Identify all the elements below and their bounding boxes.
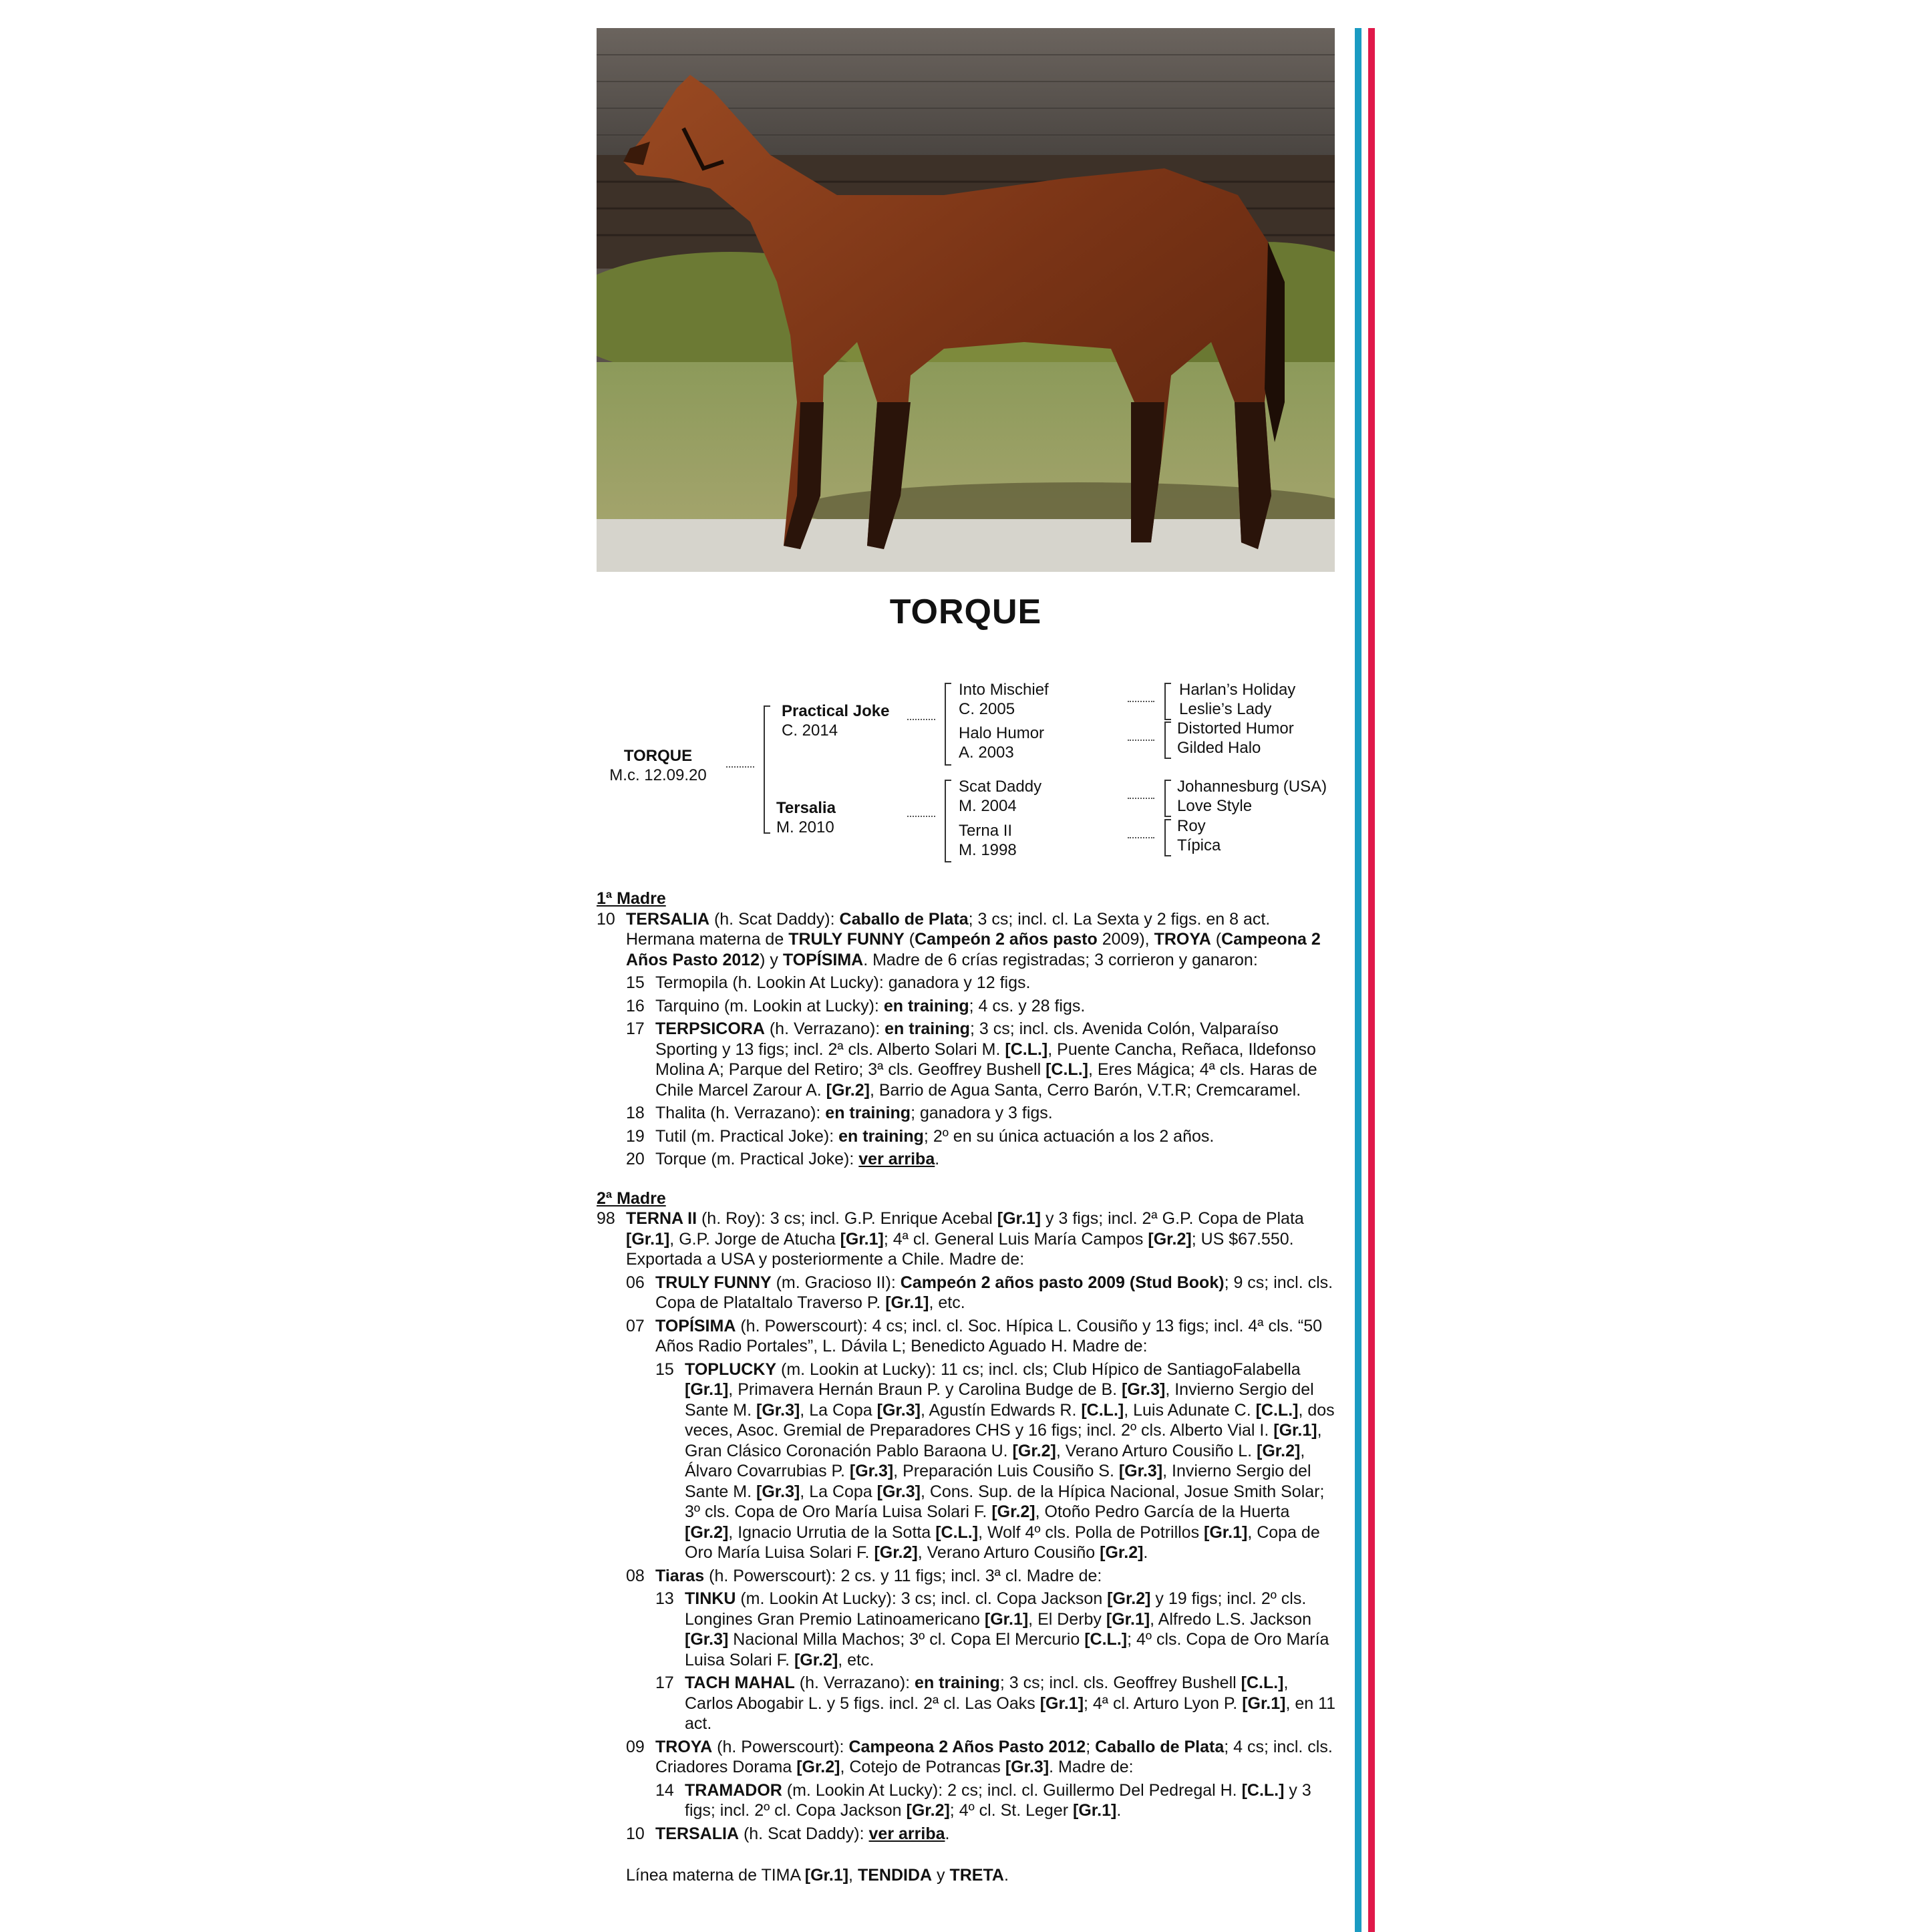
produce-entry [597, 1737, 1338, 1778]
entry-text: Thalita (h. Verrazano): [655, 1104, 826, 1122]
produce-record [597, 889, 1338, 1886]
emphasis-text: [C.L.] [1084, 1630, 1128, 1649]
year-number: 07 [626, 1316, 645, 1335]
emphasis-text: [Gr.3] [876, 1400, 921, 1420]
entry-text: y 3 figs; incl. 2ª G.P. Copa de Plata [1041, 1209, 1304, 1228]
emphasis-text: [Gr.1] [685, 1380, 729, 1399]
emphasis-text: [Gr.1] [1242, 1694, 1286, 1713]
produce-entry [597, 1566, 1338, 1587]
produce-entry [597, 1316, 1338, 1357]
dd-info: M. 1998 [959, 841, 1017, 859]
entry-body [655, 1273, 1338, 1313]
entry-text: , Ignacio Urrutia de la Sotta [728, 1522, 936, 1542]
emphasis-text: TINKU [685, 1589, 736, 1608]
entry-text: , Barrio de Agua Santa, Cerro Barón, V.T.R; Cremcaramel. [869, 1080, 1301, 1100]
entry-body [655, 1737, 1338, 1778]
emphasis-text: [Gr.3] [876, 1482, 921, 1501]
entry-text: , Cotejo de Potrancas [840, 1758, 1005, 1776]
entry-text: (m. Lookin At Lucky): 3 cs; incl. cl. Copa Jackson [736, 1589, 1108, 1608]
dam-dam-entry [959, 821, 1017, 860]
entry-text: ; 3 cs; incl. cls. Geoffrey Bushell [999, 1673, 1241, 1692]
emphasis-text: en training [825, 1104, 911, 1122]
emphasis-text: [Gr.3] [756, 1400, 800, 1420]
entry-body [655, 996, 1338, 1017]
entry-text: ; 4º cls. Copa de Oro María Luisa Solari F. [685, 1630, 1329, 1669]
entry-text: ; 4ª cl. Arturo Lyon P. [1084, 1694, 1243, 1713]
produce-entry [597, 1359, 1338, 1563]
second-dam-heading: 2ª Madre [597, 1188, 666, 1208]
entry-text: , etc. [838, 1650, 874, 1669]
emphasis-text: en training [884, 1019, 970, 1038]
emphasis-text: TRAMADOR [685, 1780, 782, 1800]
entry-body [685, 1780, 1338, 1821]
dss-name: Johannesburg (USA) [1177, 778, 1327, 796]
bracket [1164, 721, 1171, 759]
emphasis-text: [Gr.1] [1273, 1421, 1317, 1440]
entry-text: ; 2º en su única actuación a los 2 años. [923, 1126, 1215, 1146]
entry-text: ; 4 cs; incl. cls. Criadores Dorama [655, 1737, 1333, 1776]
produce-entry [597, 1673, 1338, 1734]
emphasis-text: en training [915, 1673, 1000, 1692]
bracket [945, 683, 951, 766]
entry-text: , Carlos Abogabir L. y 5 figs. incl. 2ª cl. Las Oaks [685, 1673, 1289, 1713]
entry-text: ; 4ª cl. General Luis María Campos [883, 1229, 1148, 1249]
emphasis-text: [C.L.] [1081, 1400, 1124, 1420]
year-number: 19 [626, 1126, 645, 1146]
entry-body [626, 1209, 1338, 1270]
entry-text: , Verano Arturo Cousiño L. [1056, 1441, 1257, 1460]
entry-text: , en 11 act. [685, 1694, 1336, 1733]
connector [726, 766, 754, 768]
emphasis-text: [Gr.2] [991, 1502, 1035, 1521]
dam-entry [776, 798, 836, 837]
bracket [1164, 780, 1171, 817]
entry-text: y [932, 1866, 950, 1885]
subject-name: TORQUE [623, 747, 693, 765]
produce-entry [597, 973, 1338, 993]
emphasis-text: [Gr.2] [794, 1650, 838, 1669]
dam-sire-entry [959, 777, 1041, 816]
produce-entry [597, 1103, 1338, 1124]
entry-text: , La Copa [800, 1482, 877, 1501]
emphasis-text: [Gr.1] [626, 1229, 670, 1249]
emphasis-text: en training [838, 1126, 924, 1146]
emphasis-text: TERPSICORA [655, 1019, 765, 1038]
bracket [1164, 683, 1171, 720]
emphasis-text: [Gr.2] [685, 1522, 729, 1542]
entry-body [655, 1316, 1338, 1357]
year-number: 08 [626, 1566, 645, 1585]
first-dam-heading: 1ª Madre [597, 889, 666, 908]
horse-title: TORQUE [889, 593, 1042, 631]
entry-text: . Madre de: [1049, 1758, 1134, 1776]
entry-text: , Otoño Pedro García de la Huerta [1035, 1502, 1290, 1521]
entry-text: . [1116, 1801, 1122, 1820]
second-dam-produce-list [597, 1273, 1338, 1844]
entry-body [685, 1359, 1338, 1563]
entry-text: , Luis Adunate C. [1124, 1400, 1256, 1420]
entry-text: (h. Powerscourt): 4 cs; incl. cl. Soc. Hípica L. Cousiño y 13 figs; incl. 4ª cls. “50 Años Radio Portales”, L. Dávila L; Benedicto Aguado H. Madre de: [655, 1316, 1323, 1355]
entry-text: ; 9 cs; incl. cls. Copa de PlataItalo Traverso P. [655, 1273, 1333, 1312]
entry-text: Torque (m. Practical Joke): [655, 1150, 859, 1168]
produce-entry [597, 1149, 1338, 1170]
entry-body [655, 1566, 1338, 1587]
year-number: 17 [626, 1019, 645, 1038]
year-number: 10 [597, 909, 615, 929]
year-number: 20 [626, 1150, 645, 1168]
horse-photo [597, 28, 1335, 572]
ss-info: C. 2005 [959, 700, 1015, 718]
entry-text: , Álvaro Covarrubias P. [685, 1441, 1305, 1480]
entry-text: , etc. [929, 1293, 965, 1312]
year-number: 10 [626, 1824, 645, 1843]
emphasis-text: [Gr.1] [984, 1609, 1029, 1629]
sire-entry [782, 701, 889, 740]
entry-text: , El Derby [1028, 1609, 1106, 1629]
sire-sire-entry [959, 680, 1049, 719]
emphasis-text: TOPLUCKY [685, 1359, 777, 1379]
produce-entry [597, 1824, 1338, 1844]
entry-text: , Wolf 4º cls. Polla de Potrillos [978, 1522, 1204, 1542]
emphasis-text: [Gr.1] [1106, 1609, 1150, 1629]
entry-text: , Primavera Hernán Braun P. y Carolina Budge de B. [728, 1380, 1122, 1399]
ds-name: Scat Daddy [959, 778, 1042, 796]
emphasis-text: [Gr.2] [1257, 1441, 1301, 1460]
connector [907, 816, 935, 817]
entry-text: (h. Powerscourt): [712, 1737, 849, 1756]
ancestor-pair [1177, 816, 1221, 855]
entry-text: Línea materna de TIMA [626, 1866, 805, 1885]
emphasis-text: [Gr.2] [796, 1758, 840, 1776]
emphasis-text: [Gr.3] [1005, 1758, 1050, 1776]
dds-name: Roy [1177, 817, 1206, 835]
connector [907, 719, 935, 720]
entry-body [655, 1149, 1338, 1170]
sdd-name: Gilded Halo [1177, 739, 1261, 757]
cross-reference-link: ver arriba [868, 1824, 945, 1843]
entry-text: y 19 figs; incl. 2º cls. Longines Gran Premio Latinoamericano [685, 1589, 1307, 1629]
year-number: 13 [655, 1589, 674, 1608]
emphasis-text: [C.L.] [1255, 1400, 1299, 1420]
entry-text: ( [904, 930, 915, 949]
sire-name: Practical Joke [782, 702, 890, 720]
emphasis-text: [Gr.3] [1122, 1380, 1166, 1399]
entry-text: , Alfredo L.S. Jackson [1150, 1609, 1311, 1629]
entry-text: (h. Roy): 3 cs; incl. G.P. Enrique Acebal [697, 1209, 997, 1228]
dam-name: Tersalia [776, 799, 836, 817]
dsd-name: Love Style [1177, 797, 1253, 815]
emphasis-text: TRULY FUNNY [788, 930, 905, 949]
entry-text: 2009), [1097, 930, 1154, 949]
emphasis-text: TERSALIA [626, 909, 709, 929]
entry-text: Nacional Milla Machos; 3º cl. Copa El Mercurio [728, 1630, 1085, 1649]
emphasis-text: TRETA [949, 1866, 1004, 1885]
connector [1128, 701, 1154, 702]
entry-text: (m. Lookin at Lucky): 11 cs; incl. cls; Club Hípico de SantiagoFalabella [776, 1359, 1301, 1379]
produce-entry [597, 1780, 1338, 1821]
year-number: 15 [626, 973, 645, 992]
emphasis-text: Campeón 2 años pasto 2009 (Stud Book) [900, 1273, 1225, 1292]
year-number: 18 [626, 1104, 645, 1122]
emphasis-text: [C.L.] [1005, 1039, 1048, 1059]
produce-entry [597, 1019, 1338, 1100]
sss-name: Harlan’s Holiday [1179, 681, 1296, 699]
entry-body [655, 1126, 1338, 1147]
ancestor-pair [1177, 719, 1294, 758]
entry-text: y 3 figs; incl. 2º cl. Copa Jackson [685, 1780, 1311, 1820]
entry-text: , dos veces, Asoc. Gremial de Preparadores CHS y 16 figs; incl. 2º cls. Alberto Vial I. [685, 1400, 1335, 1440]
connector [1128, 798, 1154, 799]
produce-entry [597, 1589, 1338, 1670]
emphasis-text: [Gr.1] [804, 1866, 849, 1885]
emphasis-text: [Gr.2] [1100, 1543, 1144, 1562]
entry-text: , Cons. Sup. de la Hípica Nacional, Josue Smith Solar; 3º cls. Copa de Oro María Luisa Solari F. [685, 1482, 1325, 1521]
emphasis-text: TERNA II [626, 1209, 697, 1228]
emphasis-text: [Gr.3] [756, 1482, 800, 1501]
emphasis-text: TOPÍSIMA [655, 1316, 736, 1335]
entry-text: (m. Gracioso II): [771, 1273, 901, 1292]
emphasis-text: [Gr.1] [840, 1229, 884, 1249]
sd-name: Halo Humor [959, 724, 1045, 742]
ddd-name: Típica [1177, 836, 1221, 854]
year-number: 16 [626, 996, 645, 1015]
produce-entry [597, 1273, 1338, 1313]
entry-text: , [848, 1866, 858, 1885]
entry-text: , Gran Clásico Coronación Pablo Baraona U. [685, 1421, 1322, 1460]
connector [1128, 740, 1154, 741]
ss-name: Into Mischief [959, 681, 1049, 699]
entry-body [685, 1589, 1338, 1670]
entry-text: ) y [760, 950, 783, 969]
emphasis-text: Tiaras [655, 1566, 705, 1585]
second-dam-section [597, 1188, 1338, 1886]
produce-entry [597, 1126, 1338, 1147]
entry-text: ; 4º cl. St. Leger [949, 1801, 1074, 1820]
emphasis-text: [Gr.2] [874, 1543, 918, 1562]
bracket [764, 705, 770, 834]
year-number: 09 [626, 1737, 645, 1756]
entry-text: , Invierno Sergio del Sante M. [685, 1380, 1314, 1420]
emphasis-text: [C.L.] [1241, 1780, 1285, 1800]
year-number: 06 [626, 1273, 645, 1292]
entry-text: Tutil (m. Practical Joke): [655, 1126, 839, 1146]
entry-body [655, 1103, 1338, 1124]
emphasis-text: TROYA [655, 1737, 713, 1756]
entry-text: (m. Lookin At Lucky): 2 cs; incl. cl. Guillermo Del Pedregal H. [782, 1780, 1242, 1800]
emphasis-text: Campeona 2 Años Pasto 2012 [626, 930, 1321, 969]
emphasis-text: [Gr.2] [826, 1080, 870, 1100]
emphasis-text: [Gr.1] [1039, 1694, 1084, 1713]
emphasis-text: [Gr.1] [1073, 1801, 1117, 1820]
emphasis-text: TRULY FUNNY [655, 1273, 772, 1292]
entry-text: , Eres Mágica; 4ª cls. Haras de Chile Marcel Zarour A. [655, 1060, 1317, 1100]
entry-text: Termopila (h. Lookin At Lucky): ganadora y 12 figs. [655, 973, 1031, 992]
sire-info: C. 2014 [782, 721, 838, 740]
emphasis-text: [Gr.2] [1012, 1441, 1056, 1460]
entry-text: (h. Verrazano): [764, 1019, 885, 1038]
entry-text: (h. Scat Daddy): [709, 909, 840, 929]
year-number: 17 [655, 1673, 674, 1692]
entry-text: , La Copa [800, 1400, 877, 1420]
entry-text: ; 3 cs; incl. cls. Avenida Colón, Valparaíso Sporting y 13 figs; incl. 2ª cls. Alberto Solari M. [655, 1019, 1279, 1059]
entry-text: ; ganadora y 3 figs. [911, 1104, 1053, 1122]
year-number: 15 [655, 1359, 674, 1379]
dd-name: Terna II [959, 822, 1013, 840]
emphasis-text: [Gr.3] [849, 1462, 894, 1480]
entry-text: ; 4 cs. y 28 figs. [969, 996, 1086, 1015]
year-number: 98 [597, 1209, 615, 1228]
emphasis-text: Caballo de Plata [839, 909, 969, 929]
entry-text: . [935, 1150, 940, 1168]
entry-text: ; 3 cs; incl. cl. La Sexta y 2 figs. en 8 act. Hermana materna de [626, 909, 1271, 949]
entry-text: . [1003, 1866, 1009, 1885]
ancestor-pair [1177, 777, 1327, 816]
entry-text: Tarquino (m. Lookin at Lucky): [655, 996, 884, 1015]
spacer [597, 1170, 1338, 1188]
entry-text: ; [1086, 1737, 1096, 1756]
ancestor-pair [1179, 680, 1295, 719]
sd-info: A. 2003 [959, 744, 1014, 762]
emphasis-text: [Gr.3] [1118, 1462, 1163, 1480]
entry-text: , Verano Arturo Cousiño [917, 1543, 1100, 1562]
entry-text: , Copa de Oro María Luisa Solari F. [685, 1522, 1320, 1562]
sire-dam-entry [959, 723, 1044, 762]
emphasis-text: [Gr.1] [1204, 1522, 1248, 1542]
entry-body [655, 1019, 1338, 1100]
cross-reference-link: ver arriba [858, 1150, 935, 1168]
blue-stripe [1355, 28, 1361, 1932]
emphasis-text: [C.L.] [1241, 1673, 1284, 1692]
dam-info: M. 2010 [776, 818, 834, 836]
ds-info: M. 2004 [959, 797, 1017, 815]
entry-body [626, 909, 1338, 971]
entry-text: , G.P. Jorge de Atucha [669, 1229, 840, 1249]
entry-text: . [945, 1824, 950, 1843]
emphasis-text: [Gr.3] [685, 1630, 729, 1649]
entry-text: . [1143, 1543, 1148, 1562]
emphasis-text: Caballo de Plata [1095, 1737, 1225, 1756]
entry-text: (h. Verrazano): [794, 1673, 915, 1692]
emphasis-text: [Gr.2] [906, 1801, 950, 1820]
subject-info: M.c. 12.09.20 [609, 766, 707, 784]
bracket [945, 780, 951, 862]
sds-name: Distorted Humor [1177, 719, 1294, 738]
entry-text: , Preparación Luis Cousiño S. [893, 1462, 1119, 1480]
ssd-name: Leslie’s Lady [1179, 700, 1272, 718]
entry-text: . Madre de 6 crías registradas; 3 corrieron y ganaron: [863, 950, 1258, 969]
entry-text: , Agustín Edwards R. [920, 1400, 1082, 1420]
produce-entry [597, 996, 1338, 1017]
emphasis-text: [C.L.] [935, 1522, 979, 1542]
subject-entry [605, 746, 711, 785]
emphasis-text: TERSALIA [655, 1824, 739, 1843]
emphasis-text: en training [883, 996, 969, 1015]
emphasis-text: Campeona 2 Años Pasto 2012 [848, 1737, 1086, 1756]
emphasis-text: Campeón 2 años pasto [915, 930, 1098, 949]
year-number: 14 [655, 1780, 674, 1800]
emphasis-text: [Gr.1] [885, 1293, 929, 1312]
bracket [1164, 819, 1171, 856]
emphasis-text: TENDIDA [857, 1866, 933, 1885]
emphasis-text: [Gr.1] [997, 1209, 1041, 1228]
horse-image [597, 28, 1335, 572]
first-dam-section [597, 889, 1338, 1170]
entry-text: (h. Powerscourt): 2 cs. y 11 figs; incl. 3ª cl. Madre de: [704, 1566, 1102, 1585]
entry-text: ( [1211, 930, 1222, 949]
first-dam-produce-list [597, 973, 1338, 1170]
emphasis-text: TOPÍSIMA [782, 950, 864, 969]
entry-text: (h. Scat Daddy): [739, 1824, 869, 1843]
entry-body [685, 1673, 1338, 1734]
entry-body [655, 1824, 1338, 1844]
entry-text: , Puente Cancha, Reñaca, Ildefonso Molina A; Parque del Retiro; 3ª cls. Geoffrey Bushell [655, 1039, 1316, 1079]
connector [1128, 837, 1154, 838]
maternal-line-note [597, 1865, 1338, 1886]
emphasis-text: [Gr.2] [1107, 1589, 1151, 1608]
red-stripe [1368, 28, 1375, 1932]
second-dam-entry [597, 1209, 1338, 1270]
emphasis-text: TACH MAHAL [685, 1673, 795, 1692]
spacer [597, 1844, 1338, 1863]
first-dam-entry [597, 909, 1338, 971]
emphasis-text: TROYA [1154, 930, 1211, 949]
emphasis-text: [C.L.] [1045, 1060, 1088, 1079]
entry-body [655, 973, 1338, 993]
entry-text: , Invierno Sergio del Sante M. [685, 1462, 1311, 1501]
emphasis-text: [Gr.2] [1148, 1229, 1192, 1249]
entry-text: ; US $67.550. Exportada a USA y posteriormente a Chile. Madre de: [626, 1229, 1294, 1269]
